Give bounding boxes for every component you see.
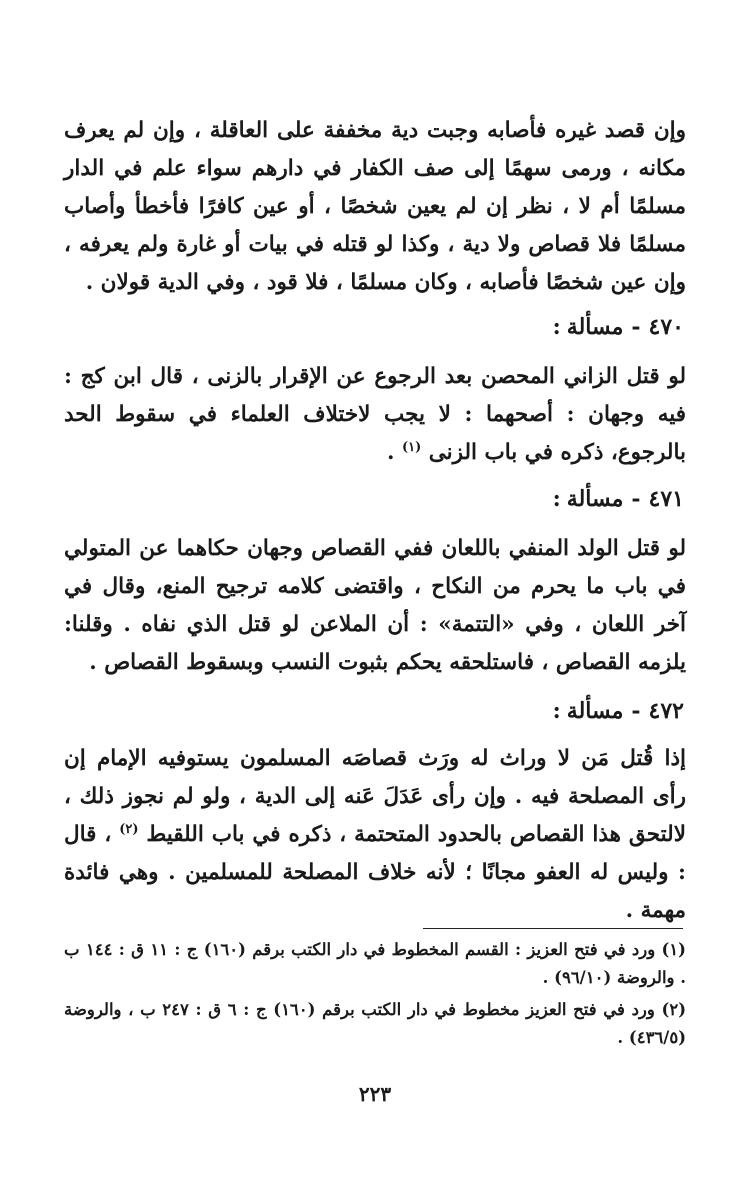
paragraph-continuation [64, 112, 686, 302]
page-number: ٢٢٣ [358, 1082, 392, 1106]
paragraph-text-end: ، قال : وليس له العفو مجانًا ؛ لأنه خلاف المصلحة للمسلمين . وهي فائدة مهمة . [64, 822, 686, 923]
issue-heading-472 [553, 692, 684, 730]
paragraph-text-end: . [386, 440, 402, 465]
heading-colon: : [552, 314, 561, 340]
issue-heading-470 [553, 308, 684, 346]
footnote-marker-2[interactable]: (٢) [119, 821, 139, 837]
issue-number: ٤٧١ [648, 486, 684, 512]
paragraph-text: إذا قُتل مَن لا وراث له ورَث قصاصَه المسلمون يستوفيه الإمام إن رأى المصلحة فيه . وإن رأى عَدَلَ عَنه إلى الدية ، ولو لم نجوز ذلك ، لالتحق هذا القصاص بالحدود المتحتمة ، ذكره في باب اللقيط [64, 746, 686, 847]
footnote-1: (١) ورد في فتح العزيز : القسم المخطوط في دار الكتب برقم (١٦٠) ج : ١١ ق : ١٤٤ ب . والروضة (٩٦/١٠) . [64, 940, 686, 987]
paragraph-text: لو قتل الزاني المحصن بعد الرجوع عن الإقرار بالزنى ، قال ابن كج : فيه وجهان : أصحهما : لا يجب لاختلاف العلماء في سقوط الحد بالرجوع، ذكره في باب الزنى [64, 364, 686, 465]
footnotes [64, 936, 686, 1056]
heading-dash: - [631, 486, 641, 512]
heading-colon: : [552, 486, 561, 512]
heading-colon: : [552, 698, 561, 724]
footnote-marker-1[interactable]: (١) [401, 439, 422, 455]
footnote-2: (٢) ورد في فتح العزيز مخطوط في دار الكتب برقم (١٦٠) ج : ٦ ق : ٢٤٧ ب ، والروضة (٤٣٦/٥) . [64, 1000, 686, 1047]
issue-number: ٤٧٢ [648, 698, 684, 724]
paragraph-issue-471 [64, 530, 686, 682]
issue-label: مسألة [566, 698, 624, 724]
issue-label: مسألة [566, 486, 624, 512]
paragraph-issue-470 [64, 358, 686, 472]
issue-heading-471 [553, 480, 684, 518]
heading-dash: - [631, 698, 641, 724]
issue-number: ٤٧٠ [648, 314, 684, 340]
heading-dash: - [631, 314, 641, 340]
footnote-divider [423, 928, 683, 929]
issue-label: مسألة [566, 314, 624, 340]
paragraph-issue-472 [64, 740, 686, 930]
paragraph-text: لو قتل الولد المنفي باللعان ففي القصاص وجهان حكاهما عن المتولي في باب ما يحرم من النكاح ، واقتضى كلامه ترجيح المنع، وقال في آخر اللعان ، وفي «التتمة» : أن الملاعن لو قتل الذي نفاه . وقلنا: يلزمه القصاص ، فاستلحقه يحكم بثبوت النسب وبسقوط القصاص . [64, 536, 686, 675]
paragraph-text: وإن قصد غيره فأصابه وجبت دية مخففة على العاقلة ، وإن لم يعرف مكانه ، ورمى سهمًا إلى صف الكفار في دارهم سواء علم في الدار مسلمًا أم لا ، نظر إن لم يعين شخصًا ، أو عين كافرًا فأخطأ وأصاب مسلمًا فلا قصاص ولا دية ، وكذا لو قتله في بيات أو غارة ولم يعرفه ، وإن عين شخصًا فأصابه ، وكان مسلمًا ، فلا قود ، وفي الدية قولان . [64, 118, 686, 295]
